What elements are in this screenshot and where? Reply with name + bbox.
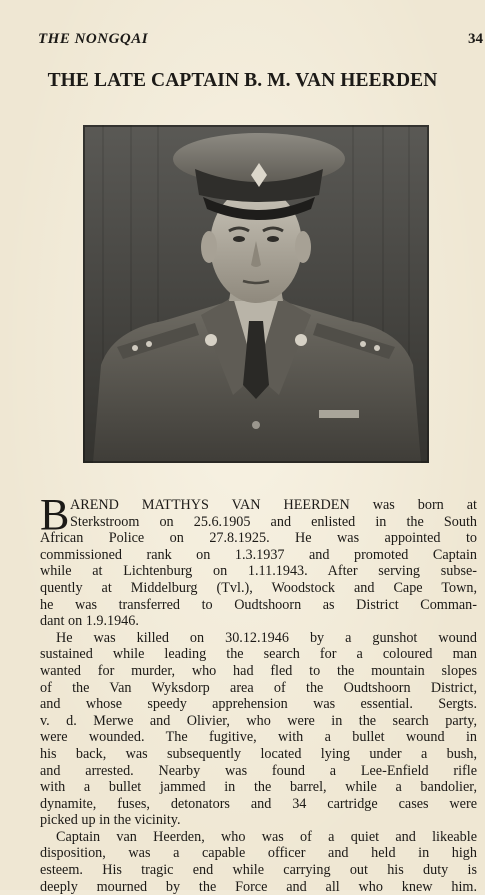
body-line: and whose speedy apprehension was essential. Sergts. [40,696,477,713]
body-line: African Police on 27.8.1925. He was appointed to [40,530,477,547]
article-body [40,490,477,895]
article-title: THE LATE CAPTAIN B. M. VAN HEERDEN [47,70,438,91]
body-line: with a bullet jammed in the barrel, while a bandolier, [40,779,477,796]
body-line: picked up in the vicinity. [40,812,181,829]
body-line: esteem. His tragic end while carrying out his duty is [40,862,477,879]
body-line: of the Van Wyksdorp area of the Oudtshoorn District, [40,679,477,696]
body-line: commissioned rank on 1.3.1937 and promoted Captain [40,546,477,563]
running-head: THE NONGQAI [38,31,149,47]
body-line: deeply mourned by the Force and all who knew him. [40,878,477,895]
body-line: quently at Middelburg (Tvl.), Woodstock and Cape Town, [40,579,477,596]
portrait-photo [83,125,429,463]
body-line: dant on 1.9.1946. [40,613,139,630]
body-line: He was killed on 30.12.1946 by a gunshot wound [56,629,477,646]
body-line: Captain van Heerden, who was of a quiet and likeable [56,828,477,845]
body-line: Sterkstroom on 25.6.1905 and enlisted in the South [70,513,477,530]
body-line: he was transferred to Oudtshoorn as District Comman- [40,596,477,613]
body-line: and arrested. Nearby was found a Lee-Enfield rifle [40,762,477,779]
body-line: disposition, was a capable officer and held in high [40,845,477,862]
body-line: v. d. Merwe and Olivier, who were in the search party, [40,712,477,729]
portrait-illustration [83,125,429,463]
body-line: were wounded. The fugitive, with a bullet wound in [40,729,477,746]
body-line: while at Lichtenburg on 1.11.1943. After serving subse- [40,563,477,580]
body-line: wanted for murder, who had fled to the mountain slopes [40,662,477,679]
body-line: dynamite, fuses, detonators and 34 cartridge cases were [40,795,477,812]
body-line: AREND MATTHYS VAN HEERDEN was born at [70,497,477,513]
body-line: his back, was subsequently located lying under a bush, [40,745,477,762]
page-number: 34 [468,31,483,47]
drop-cap: B [40,490,70,539]
body-line: sustained while leading the search for a coloured man [40,646,477,663]
